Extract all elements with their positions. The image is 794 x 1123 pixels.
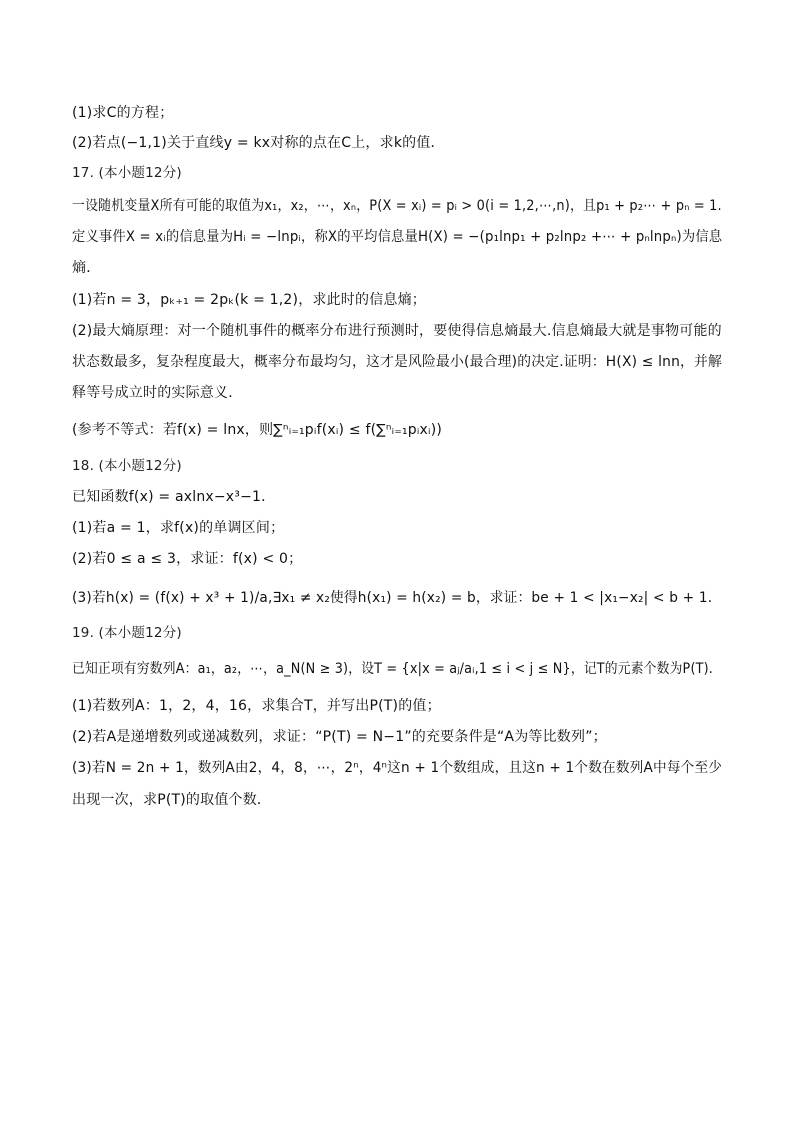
text-line: (1)若数列A：1，2，4，16，求集合T，并写出P(T)的值； — [72, 698, 441, 714]
text-line: (3)若h(x) = (f(x) + x³ + 1)/a,∃x₁ ≠ x₂使得h(x₁) = h(x₂) = b，求证：be + 1 < |x₁−x₂| < b + 1． — [72, 590, 722, 606]
problem-heading: 18. (本小题12分) — [72, 458, 182, 474]
text-line: 出现一次，求P(T)的取值个数． — [72, 792, 272, 808]
text-line: (2)若点(−1,1)关于直线y = kx对称的点在C上，求k的值． — [72, 135, 445, 151]
text-line: 释等号成立时的实际意义． — [72, 385, 243, 401]
text-line: 已知函数f(x) = axlnx−x³−1． — [72, 489, 276, 505]
text-line: (1)若n = 3，pₖ₊₁ = 2pₖ(k = 1,2)，求此时的信息熵； — [72, 292, 427, 308]
text-line: 一设随机变量X所有可能的取值为x₁，x₂，⋯，xₙ，P(X = xᵢ) = pᵢ > 0(i = 1,2,⋯,n)，且p₁ + p₂⋯ + pₙ = 1. — [72, 198, 722, 214]
text-line: 熵． — [72, 260, 101, 276]
text-line: (2)最大熵原理：对一个随机事件的概率分布进行预测时，要使得信息熵最大.信息熵最大就是事物可能的 — [72, 323, 722, 339]
text-line: (3)若N = 2n + 1，数列A由2，4，8，⋯，2ⁿ，4ⁿ这n + 1个数组成，且这n + 1个数在数列A中每个至少 — [72, 760, 723, 776]
text-line: 定义事件X = xᵢ的信息量为Hᵢ = −lnpᵢ，称X的平均信息量H(X) = −(p₁lnp₁ + p₂lnp₂ +⋯ + pₙlnpₙ)为信息 — [72, 229, 723, 245]
text-line: (参考不等式：若f(x) = lnx，则∑ⁿᵢ₌₁pᵢf(xᵢ) ≤ f(∑ⁿᵢ₌₁pᵢxᵢ)) — [72, 422, 443, 438]
problem-heading: 19. (本小题12分) — [72, 625, 182, 641]
text-line: 状态数最多，复杂程度最大，概率分布最均匀，这才是风险最小(最合理)的决定.证明：H(X) ≤ lnn，并解 — [72, 354, 723, 370]
text-line: (1)若a = 1，求f(x)的单调区间； — [72, 520, 285, 536]
text-line: (1)求C的方程； — [72, 105, 174, 121]
problem-heading: 17. (本小题12分) — [72, 165, 182, 181]
text-line: (2)若0 ≤ a ≤ 3，求证：f(x) < 0； — [72, 551, 303, 567]
text-line: (2)若A是递增数列或递减数列，求证：“P(T) = N−1”的充要条件是“A为等比数列”； — [72, 729, 607, 745]
text-line: 已知正项有穷数列A：a₁，a₂，⋯，a_N(N ≥ 3)，设T = {x|x = aⱼ/aᵢ,1 ≤ i < j ≤ N}，记T的元素个数为P(T)． — [72, 661, 722, 677]
